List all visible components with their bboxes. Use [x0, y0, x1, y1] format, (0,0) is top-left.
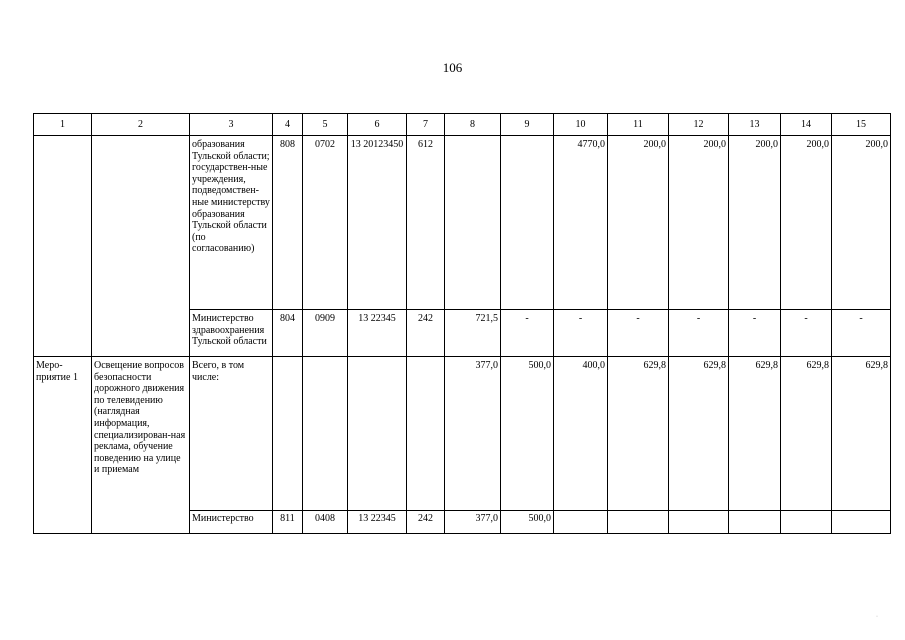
executor-cell: образования Тульской области; государствен-ные учреждения, подведомствен-ные министерству образования Тульской области (по согласованию): [190, 136, 273, 310]
table-row-education: [34, 136, 891, 310]
value-cell-14: [781, 511, 832, 534]
csr-cell: 13 22345: [348, 511, 407, 534]
value-cell-8: [445, 136, 501, 310]
header-cell: 4: [273, 114, 303, 136]
table-header-row: [34, 114, 891, 136]
value-cell-12: 200,0: [669, 136, 729, 310]
csr-cell: 13 20123450: [348, 136, 407, 310]
header-cell: 5: [303, 114, 348, 136]
csr-cell: 13 22345: [348, 310, 407, 357]
value-cell-9: -: [501, 310, 554, 357]
value-cell-14: -: [781, 310, 832, 357]
value-cell-11: 629,8: [608, 357, 669, 511]
value-cell-10: -: [554, 310, 608, 357]
table-row-measure-total: [34, 357, 891, 511]
header-cell: 14: [781, 114, 832, 136]
value-cell-15: 629,8: [832, 357, 891, 511]
status-cell-empty: [34, 136, 92, 357]
value-cell-11: [608, 511, 669, 534]
measure-status-cell: Меро-приятие 1: [34, 357, 92, 534]
value-cell-10: [554, 511, 608, 534]
header-cell: 7: [407, 114, 445, 136]
value-cell-13: [729, 511, 781, 534]
rzpr-cell: [303, 357, 348, 511]
rzpr-cell: 0909: [303, 310, 348, 357]
grbs-cell: [273, 357, 303, 511]
value-cell-12: [669, 511, 729, 534]
header-cell: 3: [190, 114, 273, 136]
csr-cell: [348, 357, 407, 511]
value-cell-8: 377,0: [445, 511, 501, 534]
vr-cell: 612: [407, 136, 445, 310]
value-cell-13: -: [729, 310, 781, 357]
value-cell-10: 4770,0: [554, 136, 608, 310]
grbs-cell: 804: [273, 310, 303, 357]
header-cell: 6: [348, 114, 407, 136]
grbs-cell: 808: [273, 136, 303, 310]
value-cell-15: -: [832, 310, 891, 357]
header-cell: 12: [669, 114, 729, 136]
name-cell-empty: [92, 136, 190, 357]
value-cell-11: 200,0: [608, 136, 669, 310]
grbs-cell: 811: [273, 511, 303, 534]
header-cell: 8: [445, 114, 501, 136]
page-number: 106: [442, 60, 463, 75]
header-cell: 11: [608, 114, 669, 136]
value-cell-9: [501, 136, 554, 310]
budget-table: [33, 113, 891, 534]
measure-name-cell: Освещение вопросов безопасности дорожного движения по телевидению (наглядная информация, специализирован-ная реклама, обучение поведению на улице и приемам: [92, 357, 190, 534]
header-cell: 2: [92, 114, 190, 136]
value-cell-12: -: [669, 310, 729, 357]
header-cell: 10: [554, 114, 608, 136]
executor-cell: Всего, в том числе:: [190, 357, 273, 511]
value-cell-13: 629,8: [729, 357, 781, 511]
vr-cell: [407, 357, 445, 511]
value-cell-15: [832, 511, 891, 534]
value-cell-14: 200,0: [781, 136, 832, 310]
value-cell-9: 500,0: [501, 511, 554, 534]
value-cell-15: 200,0: [832, 136, 891, 310]
value-cell-14: 629,8: [781, 357, 832, 511]
header-cell: 15: [832, 114, 891, 136]
vr-cell: 242: [407, 310, 445, 357]
value-cell-8: 721,5: [445, 310, 501, 357]
value-cell-12: 629,8: [669, 357, 729, 511]
executor-cell: Министерство: [190, 511, 273, 534]
rzpr-cell: 0702: [303, 136, 348, 310]
rzpr-cell: 0408: [303, 511, 348, 534]
value-cell-8: 377,0: [445, 357, 501, 511]
scan-mark: ·: [876, 614, 878, 620]
header-cell: 9: [501, 114, 554, 136]
header-cell: 1: [34, 114, 92, 136]
value-cell-11: -: [608, 310, 669, 357]
vr-cell: 242: [407, 511, 445, 534]
value-cell-13: 200,0: [729, 136, 781, 310]
header-cell: 13: [729, 114, 781, 136]
executor-cell: Министерство здравоохранения Тульской области: [190, 310, 273, 357]
value-cell-10: 400,0: [554, 357, 608, 511]
value-cell-9: 500,0: [501, 357, 554, 511]
